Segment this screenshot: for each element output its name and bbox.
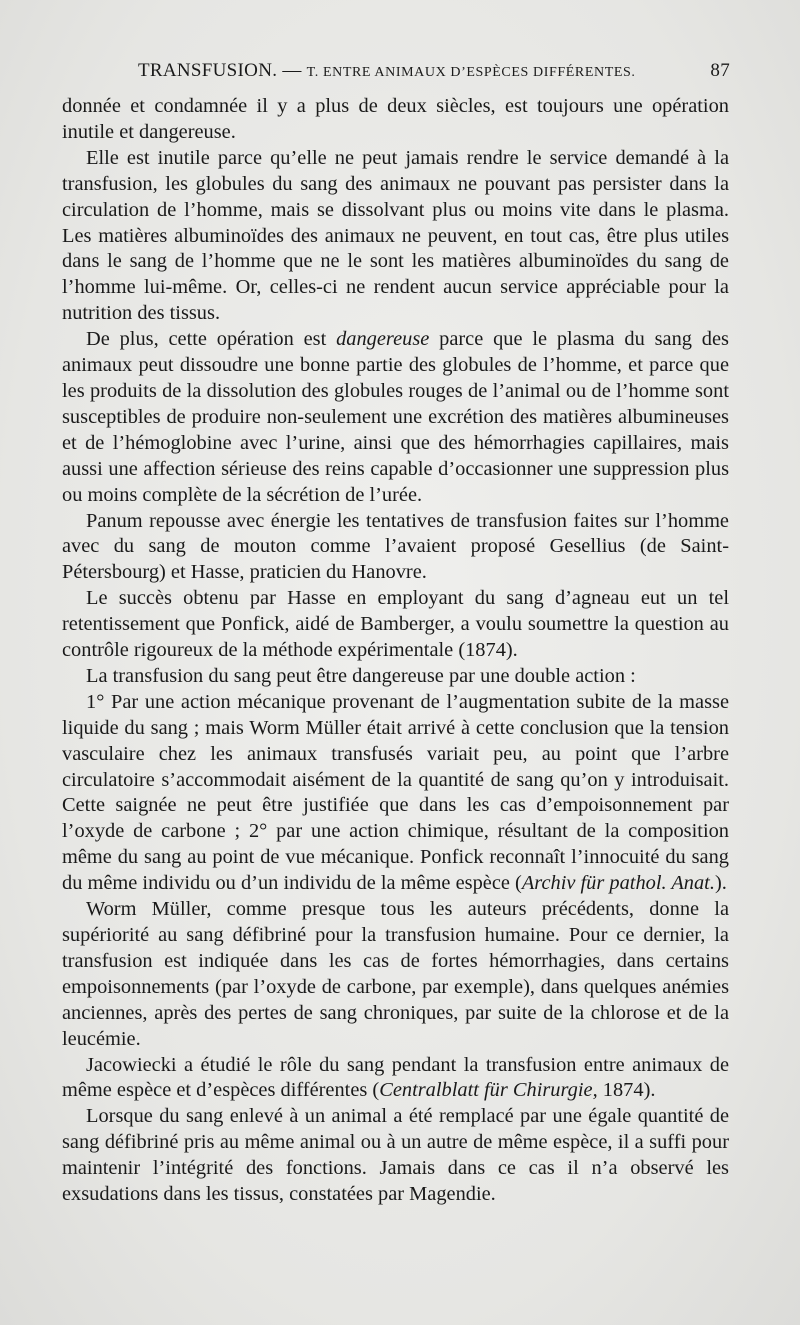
paragraph-3-text-a: De plus, cette opération est (86, 328, 337, 351)
paragraph-1: donnée et condamnée il y a plus de deux siècles, est toujours une opération inutile et dangereuse. (62, 95, 729, 143)
paragraph-3-italic: dangereuse (336, 328, 430, 351)
page-number: 87 (710, 60, 730, 81)
paragraph-7-text-b: ). (714, 872, 727, 895)
paragraph-7-citation: Archiv für pathol. Anat. (521, 872, 715, 895)
paragraph-6: La transfusion du sang peut être dangereuse par une double action : (86, 664, 636, 687)
paragraph-9-text-a: Jacowiecki a étudié le rôle du sang pendant la transfusion entre animaux de même espèce et d’espèces différentes ( (62, 1053, 729, 1102)
paragraph-9-text-b: 1874). (597, 1079, 656, 1102)
paragraph-5: Le succès obtenu par Hasse en employant du sang d’agneau eut un tel retentissement que Ponfick, aidé de Bamberger, a voulu soumettre la question au contrôle rigoureux de la méthode expérimentale (1874). (62, 587, 729, 662)
paragraph-7-text-a: 1° Par une action mécanique provenant de l’augmentation subite de la masse liquide du sang ; mais Worm Müller était arrivé à cette conclusion que la tension vasculaire chez les animaux transfusés variait peu, au point que l’arbre circulatoire s’accommodait aisément de la quantité de sang qu’on y introduisait. Cette saignée ne peut être justifiée que dans les cas d’empoisonnement par l’oxyde de carbone ; 2° par une action chimique, résultant de la composition même du sang au point de vue mécanique. Ponfick reconnaît l’innocuité du sang du même individu ou d’un individu de la même espèce ( (62, 690, 729, 895)
page-header (62, 58, 730, 84)
running-head-title: TRANSFUSION. (138, 60, 278, 81)
paragraph-4: Panum repousse avec énergie les tentatives de transfusion faites sur l’homme avec du sang de mouton comme l’avaient proposé Gesellius (de Saint-Pétersbourg) et Hasse, praticien du Hanovre. (62, 509, 729, 584)
paragraph-10: Lorsque du sang enlevé à un animal a été remplacé par une égale quantité de sang défibriné pris au même animal ou à un autre de même espèce, il a suffi pour maintenir l’intégrité des fonctions. Jamais dans ce cas il n’a observé les exsudations dans les tissus, constatées par Magendie. (62, 1105, 729, 1206)
paragraph-2: Elle est inutile parce qu’elle ne peut jamais rendre le service demandé à la transfusion, les globules du sang des animaux ne pouvant pas persister dans la circulation de l’homme, mais se dissolvant plus ou moins vite dans le plasma. Les matières albuminoïdes des animaux ne peuvent, en tout cas, être plus utiles dans le sang de l’homme que ne le sont les matières albuminoïdes du sang de l’homme lui-même. Or, celles-ci ne rendent aucun service appréciable pour la nutrition des tissus. (62, 146, 729, 325)
paragraph-7 (62, 690, 729, 897)
paragraph-9-citation: Centralblatt für Chirurgie, (379, 1079, 598, 1102)
body-text (62, 94, 729, 1208)
paragraph-8: Worm Müller, comme presque tous les auteurs précédents, donne la supériorité au sang défibriné pour la transfusion humaine. Pour ce dernier, la transfusion est indiquée dans les cas de fortes hémorrhagies, dans certains empoisonnements (par l’oxyde de carbone, par exemple), dans quelques anémies anciennes, après des pertes de sang chroniques, par suite de la chlorose et de la leucémie. (62, 898, 729, 1050)
paragraph-3 (62, 327, 729, 508)
running-head (138, 60, 636, 82)
running-head-section: T. ENTRE ANIMAUX D’ESPÈCES DIFFÉRENTES. (306, 65, 636, 80)
paragraph-9 (62, 1053, 729, 1105)
paragraph-3-text-b: parce que le plasma du sang des animaux peut dissoudre une bonne partie des globules de l’homme, et parce que les produits de la dissolution des globules rouges de l’animal ou de l’homme sont susceptibles de produire non-seulement une excrétion des matières albumineuses et de l’hémoglobine avec l’urine, ainsi que des hémorrhagies capillaires, mais aussi une affection sérieuse des reins capable d’occasionner une suppression plus ou moins complète de la sécrétion de l’urée. (62, 328, 729, 506)
running-head-dash: — (277, 60, 307, 81)
